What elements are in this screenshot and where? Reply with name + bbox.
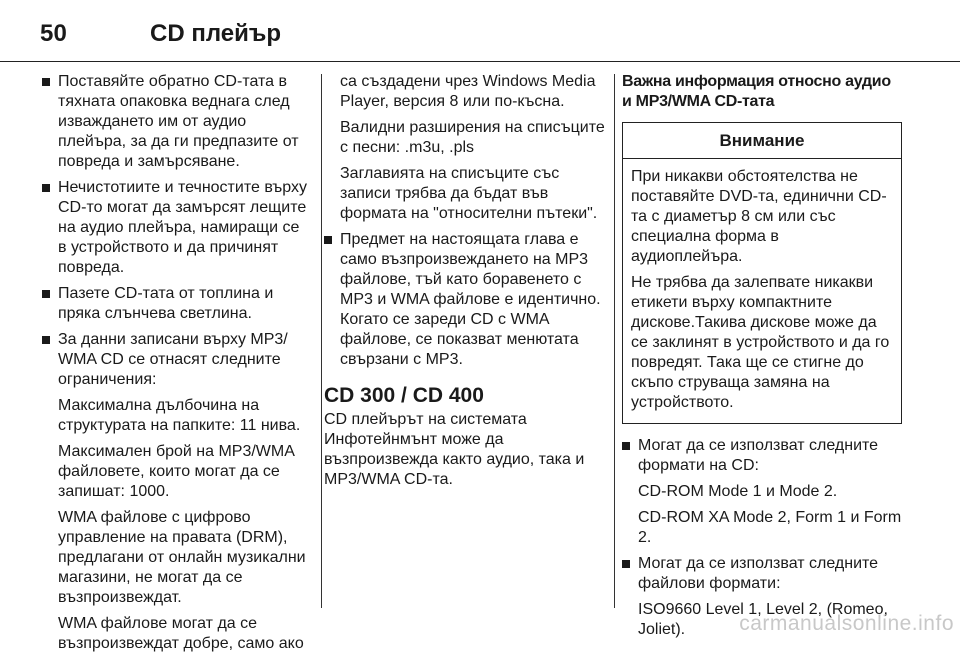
notice-paragraph: При никакви обстоятелства не поставяйте DVD-та, единични CD-та с диаметър 8 см или със специална форма в аудиоплейъра. (631, 168, 887, 265)
bullet-text: Нечистотиите и течностите върху CD-то могат да замърсят лещите на аудио плейъра, намиращи се в устройството и да причинят повреда. (58, 179, 307, 276)
sub-paragraph: WMA файлове могат да се възпроизвеждат добре, само ако (58, 615, 304, 652)
square-bullet-icon (42, 184, 50, 192)
square-bullet-icon (42, 290, 50, 298)
square-bullet-icon (622, 560, 630, 568)
section-text: CD плейърът на системата Инфотейнмънт може да възпроизвежда както аудио, така и MP3/WMA CD-та. (324, 411, 585, 488)
bullet-item (42, 178, 312, 278)
header-rule (0, 61, 960, 62)
bullet-text: Предмет на настоящата глава е само възпроизвеждането на MP3 файлове, тъй като боравенето с MP3 и WMA файлове е идентично. Когато се зареди CD с WMA файлове, се показват менютата свързани с MP3. (340, 231, 601, 368)
bullet-text: Могат да се използват следните формати на CD: (638, 437, 879, 474)
notice-body (623, 159, 901, 423)
bullet-text: Поставяйте обратно CD-тата в тяхната опаковка веднага след изваждането им от аудио плейъра, за да ги предпазите от повреда и замърсяване. (58, 73, 299, 170)
section-heading: CD 300 / CD 400 (324, 384, 484, 407)
watermark: carmanualsonline.info (739, 612, 954, 635)
sub-paragraph: са създадени чрез Windows Media Player, версия 8 или по-късна. (340, 73, 596, 110)
sub-paragraph: Заглавията на списъците със записи трябва да бъдат във формата на "относителни пътеки". (340, 165, 598, 222)
bullet-text: Могат да се използват следните файлови формати: (638, 555, 879, 592)
sub-paragraph: Максимален брой на MP3/WMA файловете, които могат да се запишат: 1000. (58, 443, 295, 500)
page-title: CD плейър (150, 20, 282, 47)
bullet-item (42, 72, 312, 172)
sub-paragraph: CD-ROM Mode 1 и Mode 2. (638, 483, 838, 500)
info-heading: Важна информация относно аудио и MP3/WMA CD-тата (622, 73, 891, 110)
page-number: 50 (40, 20, 68, 47)
square-bullet-icon (622, 442, 630, 450)
notice-title: Внимание (623, 123, 901, 159)
column-2 (324, 72, 612, 496)
sub-paragraph: Максимална дълбочина на структурата на папките: 11 нива. (58, 397, 301, 434)
bullet-item (42, 330, 312, 390)
column-divider-right (614, 74, 615, 608)
bullet-item (622, 436, 902, 476)
bullet-text: За данни записани върху MP3/ WMA CD се отнасят следните ограничения: (58, 331, 288, 388)
bullet-text: Пазете CD-тата от топлина и пряка слънчева светлина. (58, 285, 274, 322)
bullet-item (324, 230, 612, 370)
column-divider-left (321, 74, 322, 608)
bullet-item (42, 284, 312, 324)
notice-box (622, 122, 902, 424)
square-bullet-icon (324, 236, 332, 244)
sub-paragraph: Валидни разширения на списъците с песни: .m3u, .pls (340, 119, 605, 156)
sub-paragraph: CD-ROM XA Mode 2, Form 1 и Form 2. (638, 509, 902, 546)
column-1 (42, 72, 312, 660)
sub-paragraph: ISO9660 Level 1, Level 2, (Romeo, Joliet). (638, 601, 888, 638)
bullet-item (622, 554, 902, 594)
square-bullet-icon (42, 78, 50, 86)
notice-paragraph: Не трябва да залепвате никакви етикети върху компактните дискове.Такива дискове може да се заклинят в устройството и да го повредят. Така ще се стигне до скъпо струваща замяна на устройството. (631, 274, 890, 411)
square-bullet-icon (42, 336, 50, 344)
column-3 (622, 72, 902, 646)
sub-paragraph: WMA файлове с цифрово управление на правата (DRM), предлагани от онлайн музикални магазини, не могат да се възпроизвеждат. (58, 509, 306, 606)
